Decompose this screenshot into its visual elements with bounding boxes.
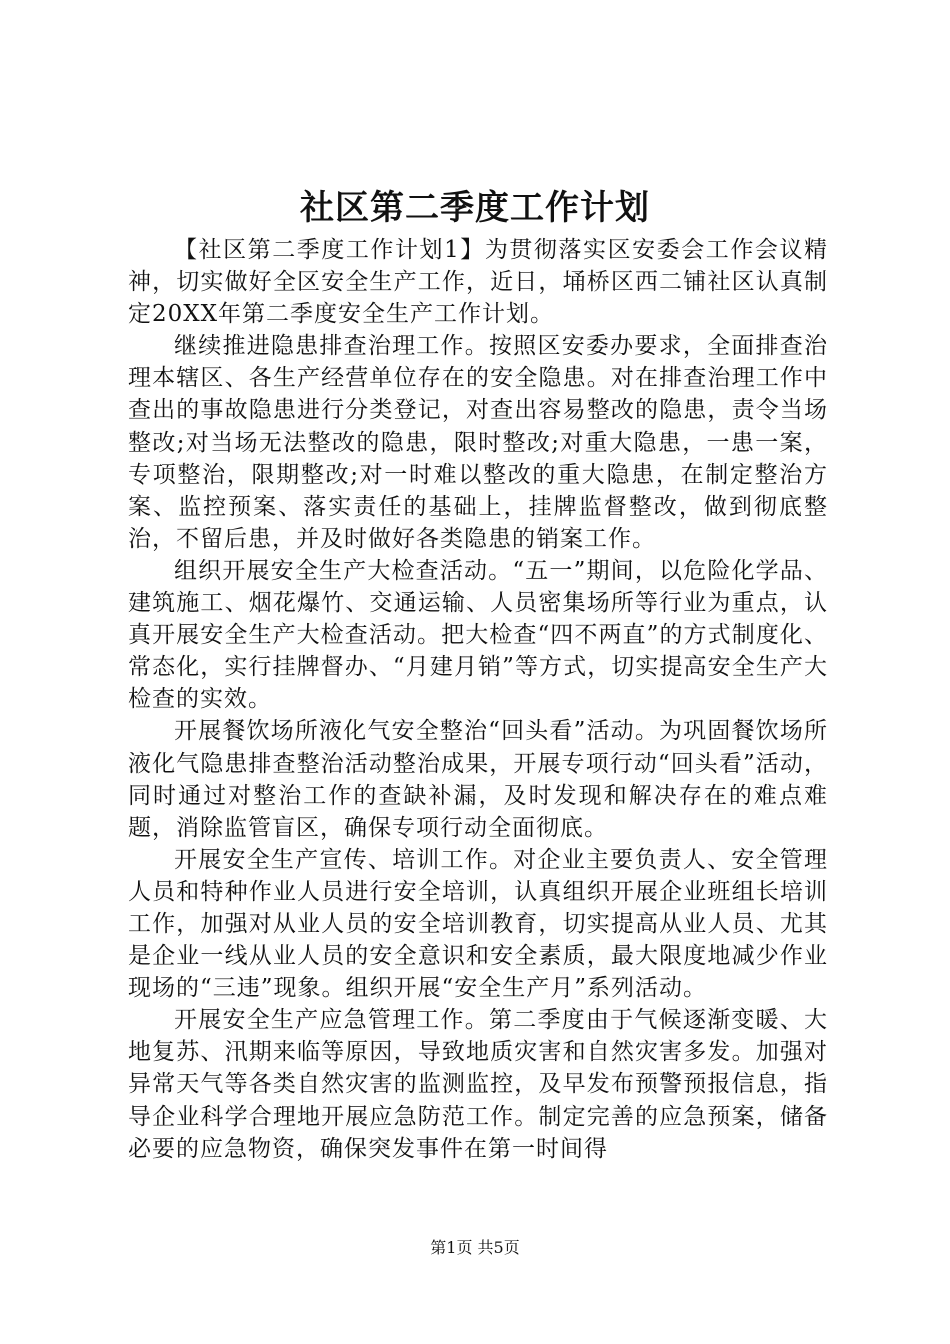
document-body <box>128 234 828 1165</box>
paragraph-intro: 【社区第二季度工作计划1】为贯彻落实区安委会工作会议精神，切实做好全区安全生产工作，近日，埇桥区西二铺社区认真制定20XX年第二季度安全生产工作计划。 <box>128 237 828 328</box>
paragraph-emergency: 开展安全生产应急管理工作。第二季度由于气候逐渐变暖、大地复苏、汛期来临等原因，导致地质灾害和自然灾害多发。加强对异常天气等各类自然灾害的监测监控，及早发布预警预报信息，指导企业科学合理地开展应急防范工作。制定完善的应急预案，储备必要的应急物资，确保突发事件在第一时间得 <box>128 1007 828 1162</box>
page-footer: 第1页 共5页 <box>430 1238 520 1257</box>
document-title: 社区第二季度工作计划 <box>300 188 650 228</box>
paragraph-safety-check: 组织开展安全生产大检查活动。“五一”期间，以危险化学品、建筑施工、烟花爆竹、交通运输、人员密集场所等行业为重点，认真开展安全生产大检查活动。把大检查“四不两直”的方式制度化、常态化，实行挂牌督办、“月建月销”等方式，切实提高安全生产大检查的实效。 <box>128 557 828 713</box>
paragraph-training: 开展安全生产宣传、培训工作。对企业主要负责人、安全管理人员和特种作业人员进行安全培训，认真组织开展企业班组长培训工作，加强对从业人员的安全培训教育，切实提高从业人员、尤其是企业一线从业人员的安全意识和安全素质，最大限度地减少作业现场的“三违”现象。组织开展“安全生产月”系列活动。 <box>128 846 828 1002</box>
paragraph-hazard-inspection: 继续推进隐患排查治理工作。按照区安委办要求，全面排查治理本辖区、各生产经营单位存在的安全隐患。对在排查治理工作中查出的事故隐患进行分类登记，对查出容易整改的隐患，责令当场整改;对当场无法整改的隐患，限时整改;对重大隐患，一患一案，专项整治，限期整改;对一时难以整改的重大隐患，在制定整治方案、监控预案、落实责任的基础上，挂牌监督整改，做到彻底整治，不留后患，并及时做好各类隐患的销案工作。 <box>128 333 828 552</box>
paragraph-lpg-review: 开展餐饮场所液化气安全整治“回头看”活动。为巩固餐饮场所液化气隐患排查整治活动整治成果，开展专项行动“回头看”活动，同时通过对整治工作的查缺补漏，及时发现和解决存在的难点难题，消除监管盲区，确保专项行动全面彻底。 <box>128 718 828 841</box>
